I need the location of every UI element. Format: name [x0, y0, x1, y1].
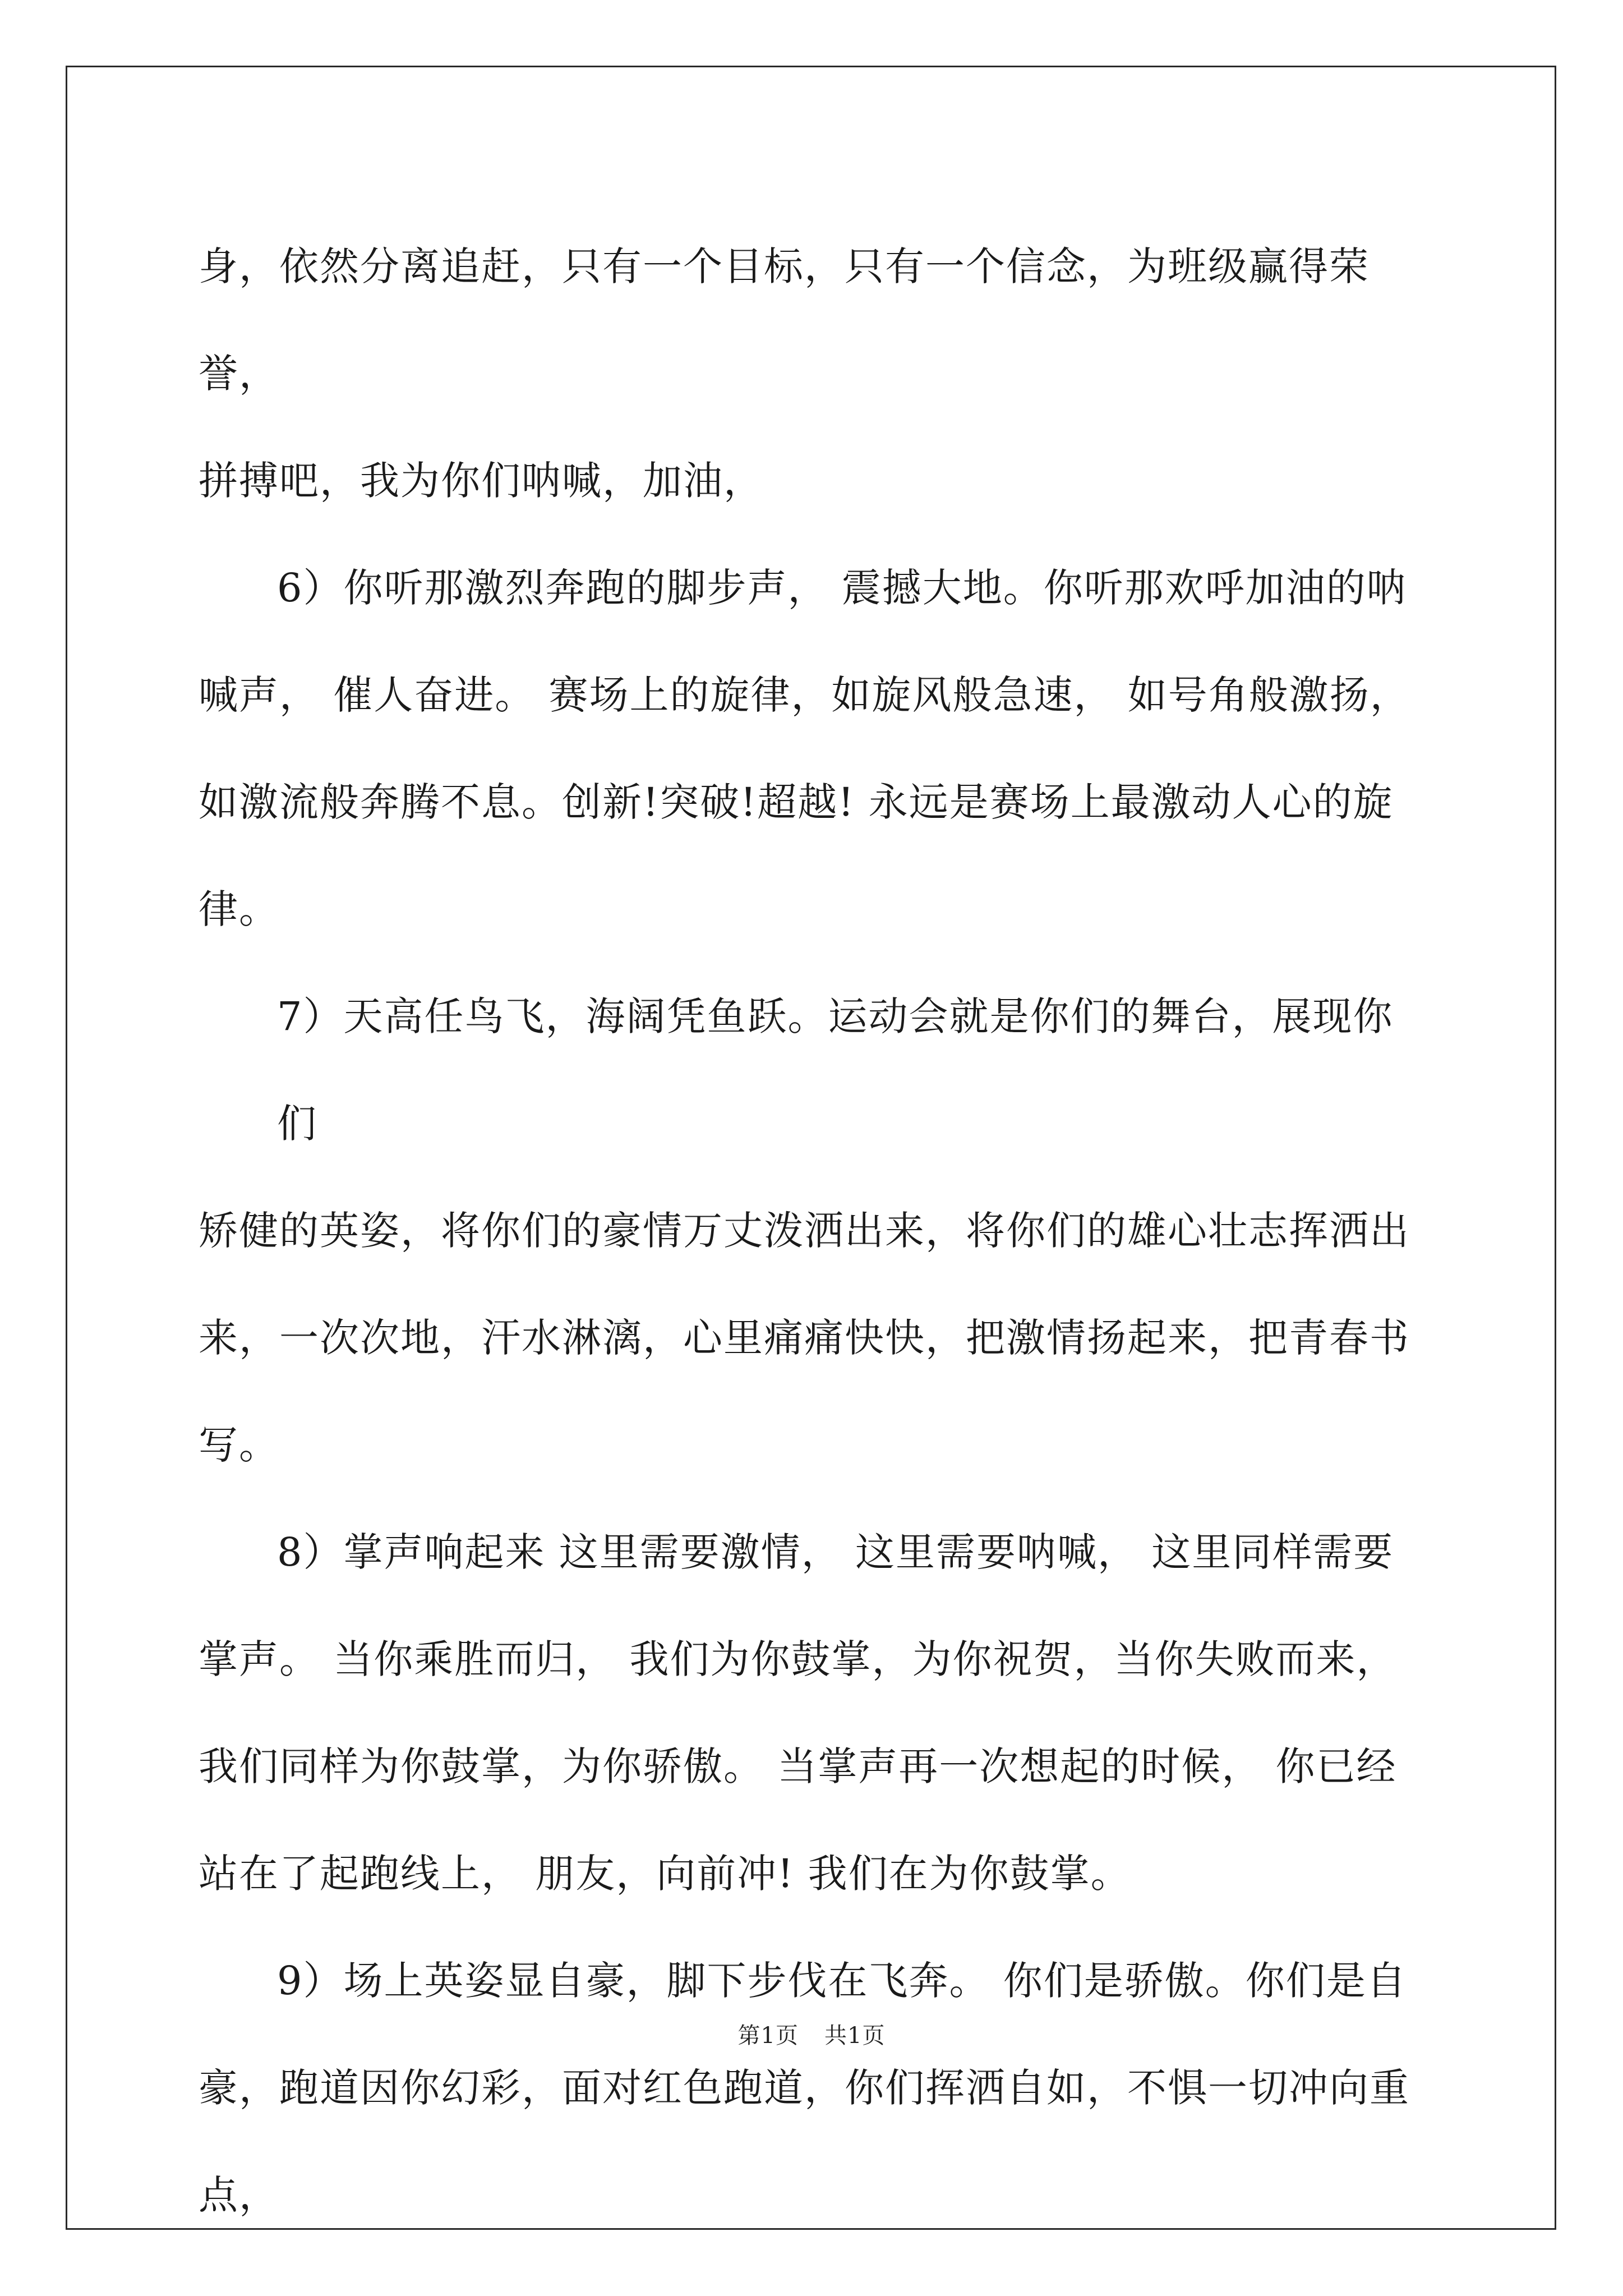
page-footer [0, 2018, 1623, 2050]
text-line: 写。 [199, 1422, 279, 1468]
text-line: 如激流般奔腾不息。创新!突破!超越! 永远是赛场上最激动人心的旋 [199, 779, 1394, 825]
paragraph-7 [199, 963, 1432, 1499]
text-line: 9）场上英姿显自豪，脚下步伐在飞奔。 你们是骄傲。你们是自 [277, 1958, 1407, 2004]
text-line: 7）天高任鸟飞，海阔凭鱼跃。运动会就是你们的舞台，展现你们 [277, 993, 1394, 1147]
text-line: 律。 [199, 886, 279, 932]
paragraph-6 [199, 535, 1432, 963]
text-line: 站在了起跑线上， 朋友，向前冲! 我们在为你鼓掌。 [199, 1851, 1131, 1897]
text-line: 来，一次次地，汗水淋漓，心里痛痛快快，把激情扬起来，把青春书 [199, 1315, 1410, 1361]
document-body [199, 213, 1432, 2249]
paragraph-8 [199, 1499, 1432, 1927]
text-line: 矫健的英姿，将你们的豪情万丈泼洒出来，将你们的雄心壮志挥洒出 [199, 1208, 1410, 1254]
text-line: 拼搏吧，我为你们呐喊，加油， [199, 458, 764, 504]
text-line: 掌声。 当你乘胜而归， 我们为你鼓掌，为你祝贺，当你失败而来， [199, 1636, 1397, 1682]
page-total: 共1页 [824, 2023, 886, 2049]
text-line: 身，依然分离追赶，只有一个目标，只有一个信念，为班级赢得荣誉， [199, 243, 1370, 397]
paragraph-continuation [199, 213, 1432, 535]
text-line: 我们同样为你鼓掌，为你骄傲。 当掌声再一次想起的时候， 你已经 [199, 1743, 1397, 1789]
text-line: 喊声， 催人奋进。 赛场上的旋律，如旋风般急速， 如号角般激扬， [199, 672, 1410, 718]
text-line: 8）掌声响起来 这里需要激情， 这里需要呐喊， 这里同样需要 [277, 1529, 1394, 1575]
text-line: 点， [199, 2172, 279, 2218]
text-line: 豪，跑道因你幻彩，面对红色跑道，你们挥洒自如，不惧一切冲向重 [199, 2065, 1410, 2111]
paragraph-9 [199, 1927, 1432, 2249]
text-line: 6）你听那激烈奔跑的脚步声， 震撼大地。你听那欢呼加油的呐 [277, 565, 1407, 611]
page-number: 第1页 [737, 2023, 799, 2049]
